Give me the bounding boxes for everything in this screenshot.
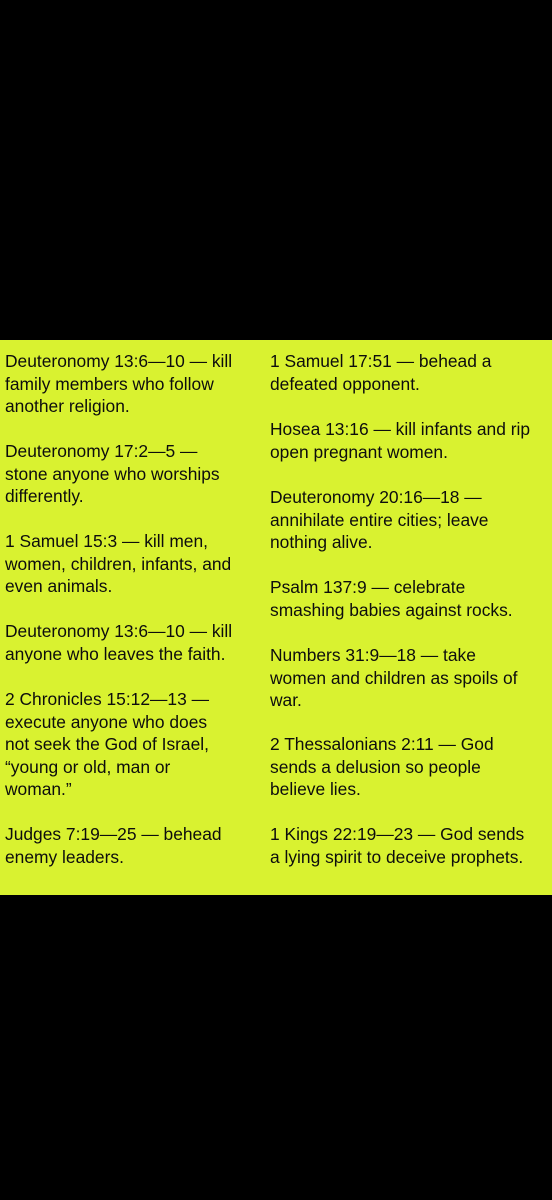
entry-line: defeated opponent. — [270, 373, 420, 394]
entry-line: a lying spirit to deceive prophets. — [270, 846, 524, 867]
entry-line: not seek the God of Israel, — [5, 734, 209, 754]
entry-line: open pregnant women. — [270, 441, 448, 462]
entry-line: women and children as spoils of — [270, 667, 518, 688]
entry-line: Deuteronomy 13:6—10 — kill — [5, 351, 233, 371]
verse-entry — [5, 620, 232, 665]
entry-line: Numbers 31:9—18 — take — [270, 645, 476, 665]
verse-panel — [0, 340, 552, 895]
entry-line: 1 Samuel 15:3 — kill men, — [5, 531, 208, 551]
entry-line: Deuteronomy 17:2—5 — — [5, 441, 198, 461]
entry-line: Judges 7:19—25 — behead — [5, 824, 222, 844]
entry-line: stone anyone who worships — [5, 463, 220, 484]
entry-line: annihilate entire cities; leave — [270, 509, 489, 530]
verse-entry — [270, 733, 494, 801]
verse-entry — [5, 350, 232, 418]
entry-line: Psalm 137:9 — celebrate — [270, 577, 466, 597]
verse-entry — [270, 350, 491, 395]
verse-entry — [5, 530, 231, 598]
entry-line: 1 Kings 22:19—23 — God sends — [270, 824, 525, 844]
entry-line: war. — [270, 690, 302, 710]
verse-entry — [270, 644, 517, 712]
verse-entry — [270, 486, 488, 554]
verse-entry — [5, 688, 209, 801]
entry-line: Deuteronomy 20:16—18 — — [270, 487, 482, 507]
entry-line: Hosea 13:16 — kill infants and rip — [270, 419, 531, 439]
entry-line: “young or old, man or — [5, 756, 171, 777]
verse-entry — [5, 823, 222, 868]
entry-line: anyone who leaves the faith. — [5, 643, 226, 664]
entry-line: family members who follow — [5, 373, 214, 394]
entry-line: nothing alive. — [270, 532, 373, 552]
entry-line: woman.” — [5, 779, 72, 799]
entry-line: Deuteronomy 13:6—10 — kill — [5, 621, 233, 641]
entry-line: even animals. — [5, 576, 113, 596]
entry-line: believe lies. — [270, 779, 361, 799]
entry-line: 2 Chronicles 15:12—13 — — [5, 689, 209, 709]
verse-entry — [5, 440, 220, 508]
entry-line: enemy leaders. — [5, 846, 124, 867]
entry-line: smashing babies against rocks. — [270, 599, 513, 620]
entry-line: sends a delusion so people — [270, 756, 481, 777]
verse-entry — [270, 823, 524, 868]
verse-entry — [270, 576, 513, 621]
entry-line: 2 Thessalonians 2:11 — God — [270, 734, 494, 754]
entry-line: women, children, infants, and — [5, 553, 232, 574]
verse-entry — [270, 418, 530, 463]
entry-line: differently. — [5, 486, 84, 506]
entry-line: execute anyone who does — [5, 711, 208, 732]
entry-line: 1 Samuel 17:51 — behead a — [270, 351, 492, 371]
entry-line: another religion. — [5, 396, 130, 416]
